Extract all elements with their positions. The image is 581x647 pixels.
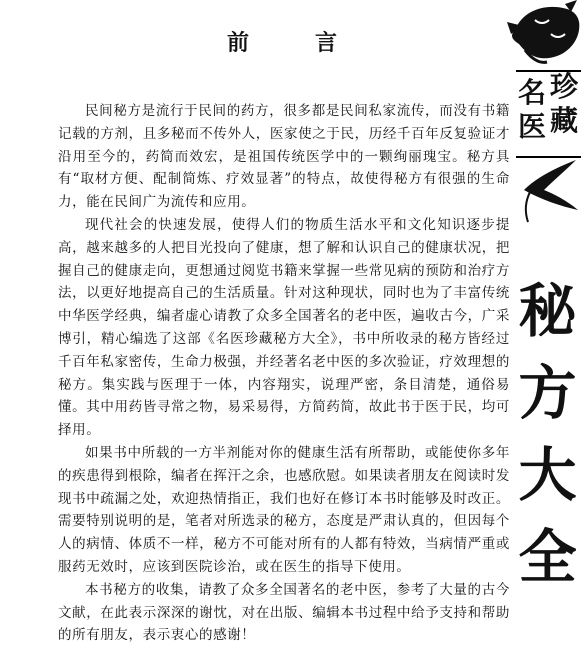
book-series-title	[514, 270, 581, 598]
preface-title: 前 言	[226, 30, 359, 56]
preface-paragraph-1: 民间秘方是流行于民间的药方，很多都是民间私家流传，而没有书籍记载的方剂，且多秘而不传外人，医家使之于民，历经千百年反复验证才沿用至今的，药简而效宏，是祖国传统医学中的一颗绚丽瑰宝。秘方具有“取材方便、配制简炼、疗效显著”的特点，故使得秘方有很强的生命力，能在民间广为流传和应用。	[58, 103, 510, 211]
brand-char-1: 名	[517, 76, 546, 109]
series-title-char-2: 方	[518, 359, 577, 427]
preface-body	[58, 100, 510, 647]
series-title-char-1: 秘	[518, 277, 577, 345]
brush-stroke-decoration	[520, 150, 581, 230]
series-title-char-3: 大	[518, 441, 577, 509]
brand-char-4: 藏	[549, 104, 578, 137]
preface-paragraph-2: 现代社会的快速发展，使得人们的物质生活水平和文化知识逐步提高，越来越多的人把目光投向了健康，想了解和认识自己的健康状况，把握自己的健康走向，更想通过阅览书籍来掌握一些常见病的预防和治疗方法，以更好地提高自己的生活质量。针对这种现状，同时也为了丰富传统中华医学经典，编者虚心请教了众多全国著名的老中医，遍收古今，广采博引，精心编选了这部《名医珍藏秘方大全》，书中所收录的秘方皆经过千百年私家密传，生命力极强，并经著名老中医的多次验证，疗效理想的秘方。集实践与医理于一体，内容翔实，说理严密，条目清楚，通俗易懂。其中用药皆寻常之物，易采易得，方简药简，故此书于医于民，均可择用。	[58, 216, 510, 439]
series-brand-box	[516, 70, 581, 158]
brand-char-3: 医	[517, 110, 546, 143]
preface-section	[58, 20, 510, 647]
ink-splash-decoration	[505, 0, 581, 66]
brand-char-2: 珍	[549, 70, 578, 103]
preface-paragraph-3: 如果书中所载的一方半剂能对你的健康生活有所帮助，或能使你多年的疾患得到根除，编者在挥汗之余，也感欣慰。如果读者朋友在阅读时发现书中疏漏之处，欢迎热情指正，我们也好在修订本书时能够及时改正。需要特别说明的是，笔者对所选录的秘方，态度是严肃认真的，但因每个人的病情、体质不一样，秘方不可能对所有的人都有特效，当病情严重或服药无效时，应该到医院诊治，或在医生的指导下使用。	[58, 444, 510, 575]
preface-paragraph-4: 本书秘方的收集，请教了众多全国著名的老中医，参考了大量的古今文献，在此表示深深的谢忱，对在出版、编辑本书过程中给予支持和帮助的所有朋友，表示衷心的感谢！	[58, 581, 510, 644]
series-title-char-4: 全	[518, 523, 577, 591]
